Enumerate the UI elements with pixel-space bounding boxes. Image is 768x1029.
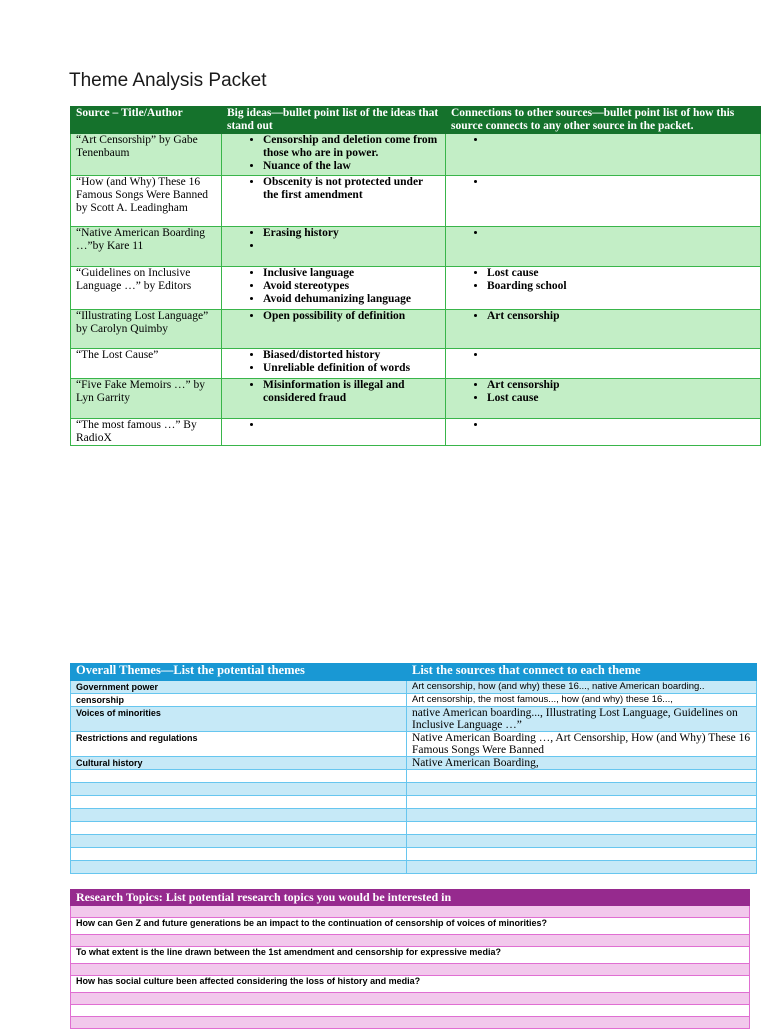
empty-cell <box>71 770 407 783</box>
theme-row-empty <box>71 783 757 796</box>
research-row <box>71 976 750 993</box>
empty-cell <box>71 1005 750 1017</box>
big-ideas-cell <box>222 419 446 446</box>
source-row <box>71 267 761 310</box>
connection-item <box>487 419 755 432</box>
connections-cell <box>446 176 761 227</box>
big-idea-item: • Avoid stereotypes <box>263 280 440 293</box>
empty-cell <box>71 906 750 918</box>
theme-row <box>71 694 757 707</box>
header-themes: Overall Themes—List the potential themes <box>71 664 407 681</box>
connection-item <box>487 176 755 189</box>
source-row <box>71 227 761 267</box>
research-row <box>71 993 750 1005</box>
connection-item: • Lost cause <box>487 267 755 280</box>
big-idea-item: • Unreliable definition of words <box>263 362 440 375</box>
header-source: Source – Title/Author <box>71 107 222 134</box>
empty-cell <box>407 809 757 822</box>
empty-cell <box>71 964 750 976</box>
big-idea-item: • Erasing history <box>263 227 440 240</box>
empty-cell <box>71 796 407 809</box>
theme-name: censorship <box>71 694 407 707</box>
theme-row-empty <box>71 809 757 822</box>
source-row <box>71 176 761 227</box>
big-ideas-list <box>227 134 440 173</box>
source-title: “The most famous …” By RadioX <box>71 419 222 446</box>
big-idea-item: • Nuance of the law <box>263 160 440 173</box>
empty-cell <box>71 935 750 947</box>
theme-row-empty <box>71 848 757 861</box>
connections-list <box>451 227 755 240</box>
empty-cell <box>407 783 757 796</box>
theme-row-empty <box>71 835 757 848</box>
connections-cell <box>446 227 761 267</box>
source-title: “Guidelines on Inclusive Language …” by Editors <box>71 267 222 310</box>
header-connections: Connections to other sources—bullet point list of how this source connects to any other source in the packet. <box>446 107 761 134</box>
empty-cell <box>71 848 407 861</box>
research-table <box>70 889 750 1029</box>
empty-cell <box>407 861 757 874</box>
big-idea-item: • Avoid dehumanizing language <box>263 293 440 306</box>
big-idea-item: • Misinformation is illegal and considered fraud <box>263 379 440 405</box>
big-idea-item: • Obscenity is not protected under the first amendment <box>263 176 440 202</box>
connection-item: • Art censorship <box>487 310 755 323</box>
theme-row-empty <box>71 822 757 835</box>
big-ideas-list <box>227 176 440 202</box>
connection-item: • Lost cause <box>487 392 755 405</box>
source-row <box>71 379 761 419</box>
connections-list <box>451 349 755 362</box>
theme-name: Cultural history <box>71 757 407 770</box>
source-row <box>71 349 761 379</box>
big-idea-item: • Censorship and deletion come from those who are in power. <box>263 134 440 160</box>
big-ideas-cell <box>222 134 446 176</box>
theme-row <box>71 707 757 732</box>
research-topic: How can Gen Z and future generations be an impact to the continuation of censorship of voices of minorities? <box>71 918 750 935</box>
theme-row <box>71 732 757 757</box>
connections-list <box>451 134 755 147</box>
theme-sources: Native American Boarding …, Art Censorship, How (and Why) These 16 Famous Songs Were Banned <box>407 732 757 757</box>
source-row <box>71 134 761 176</box>
empty-cell <box>407 848 757 861</box>
big-idea-item <box>263 419 440 432</box>
theme-row <box>71 757 757 770</box>
source-title: “Art Censorship” by Gabe Tenenbaum <box>71 134 222 176</box>
theme-name: Government power <box>71 681 407 694</box>
theme-row-empty <box>71 861 757 874</box>
theme-name: Voices of minorities <box>71 707 407 732</box>
empty-cell <box>71 993 750 1005</box>
big-ideas-list <box>227 310 440 323</box>
big-idea-item: • Biased/distorted history <box>263 349 440 362</box>
big-idea-item <box>263 240 440 253</box>
page-title: Theme Analysis Packet <box>69 70 267 91</box>
connections-list <box>451 310 755 323</box>
connections-list <box>451 379 755 405</box>
empty-cell <box>407 770 757 783</box>
big-ideas-list <box>227 419 440 432</box>
big-ideas-cell <box>222 267 446 310</box>
sources-table-header <box>71 107 761 134</box>
themes-table <box>70 663 757 874</box>
connections-cell <box>446 134 761 176</box>
themes-table-header <box>71 664 757 681</box>
sources-table <box>70 106 761 446</box>
theme-row <box>71 681 757 694</box>
connections-cell <box>446 379 761 419</box>
big-idea-item: • Inclusive language <box>263 267 440 280</box>
big-ideas-cell <box>222 310 446 349</box>
research-topic: How has social culture been affected considering the loss of history and media? <box>71 976 750 993</box>
source-title: “Native American Boarding …”by Kare 11 <box>71 227 222 267</box>
source-row <box>71 419 761 446</box>
theme-sources: native American boarding..., Illustrating Lost Language, Guidelines on Inclusive Language …” <box>407 707 757 732</box>
big-ideas-cell <box>222 349 446 379</box>
research-row <box>71 918 750 935</box>
header-theme-sources: List the sources that connect to each theme <box>407 664 757 681</box>
research-row <box>71 947 750 964</box>
source-title: “Illustrating Lost Language” by Carolyn Quimby <box>71 310 222 349</box>
connections-cell <box>446 419 761 446</box>
empty-cell <box>407 796 757 809</box>
connections-cell <box>446 349 761 379</box>
connections-cell <box>446 267 761 310</box>
source-title: “The Lost Cause” <box>71 349 222 379</box>
research-row <box>71 906 750 918</box>
connections-list <box>451 419 755 432</box>
theme-row-empty <box>71 796 757 809</box>
connections-list <box>451 176 755 189</box>
big-ideas-list <box>227 267 440 306</box>
research-row <box>71 1017 750 1029</box>
connections-list <box>451 267 755 293</box>
big-ideas-cell <box>222 227 446 267</box>
research-row <box>71 964 750 976</box>
connection-item <box>487 134 755 147</box>
connections-cell <box>446 310 761 349</box>
empty-cell <box>71 835 407 848</box>
theme-sources: Native American Boarding, <box>407 757 757 770</box>
big-ideas-list <box>227 227 440 253</box>
connection-item <box>487 349 755 362</box>
source-title: “Five Fake Memoirs …” by Lyn Garrity <box>71 379 222 419</box>
research-topic: To what extent is the line drawn between the 1st amendment and censorship for expressive media? <box>71 947 750 964</box>
empty-cell <box>407 822 757 835</box>
theme-name: Restrictions and regulations <box>71 732 407 757</box>
header-research: Research Topics: List potential research topics you would be interested in <box>71 890 750 906</box>
empty-cell <box>71 783 407 796</box>
big-ideas-cell <box>222 379 446 419</box>
connection-item: • Boarding school <box>487 280 755 293</box>
big-ideas-cell <box>222 176 446 227</box>
source-row <box>71 310 761 349</box>
empty-cell <box>71 1017 750 1029</box>
big-ideas-list <box>227 349 440 375</box>
theme-sources: Art censorship, how (and why) these 16..., native American boarding.. <box>407 681 757 694</box>
research-table-header <box>71 890 750 906</box>
empty-cell <box>71 809 407 822</box>
source-title: “How (and Why) These 16 Famous Songs Were Banned by Scott A. Leadingham <box>71 176 222 227</box>
connection-item <box>487 227 755 240</box>
header-big-ideas: Big ideas—bullet point list of the ideas that stand out <box>222 107 446 134</box>
empty-cell <box>407 835 757 848</box>
research-row <box>71 935 750 947</box>
theme-row-empty <box>71 770 757 783</box>
empty-cell <box>71 861 407 874</box>
connection-item: • Art censorship <box>487 379 755 392</box>
big-ideas-list <box>227 379 440 405</box>
theme-sources: Art censorship, the most famous..., how (and why) these 16..., <box>407 694 757 707</box>
empty-cell <box>71 822 407 835</box>
big-idea-item: • Open possibility of definition <box>263 310 440 323</box>
research-row <box>71 1005 750 1017</box>
